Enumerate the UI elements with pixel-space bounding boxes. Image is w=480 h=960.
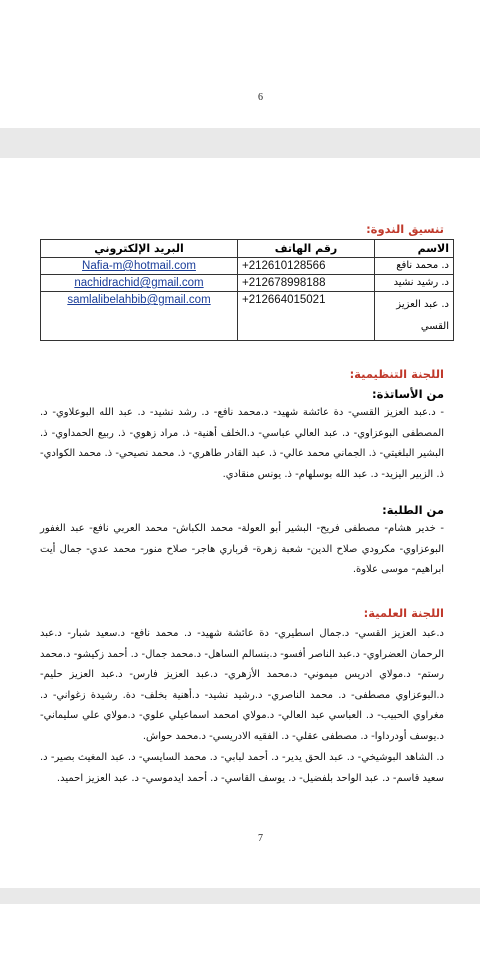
professors-title: من الأساتذة: xyxy=(372,387,444,401)
contact-email-link[interactable]: Nafia-m@hotmail.com xyxy=(82,260,196,272)
scientific-title: اللجنة العلمية: xyxy=(363,606,444,620)
header-email: البريد الإلكتروني xyxy=(41,240,238,258)
contact-email-cell xyxy=(41,292,238,341)
coordination-table xyxy=(40,239,454,341)
table-header-row xyxy=(41,240,454,258)
contact-email-cell xyxy=(41,275,238,292)
previous-page-number: 6 xyxy=(258,92,263,103)
header-phone: رقم الهاتف xyxy=(238,240,375,258)
students-list: - خدير هشام- مصطفى فريح- البشير أبو العولة- محمد الكباش- محمد العربي نافع- عبد الغفور البوعزاوي- مكرودي صلاح الدين- شعبة زهرة- قرباري هاجر- صلاح منور- محمد عدي- جمال أيت ابراهيم- موسى علاوة. xyxy=(40,523,444,576)
contact-email-link[interactable]: samlalibelahbib@gmail.com xyxy=(67,294,211,306)
scientific-members-2: د. الشاهد البوشيخي- د. عبد الحق يدير- د. أحمد لبابي- د. محمد السايسي- د. عبد المغيث بصير- د. سعيد قاسم- د. عبد الواحد بلفضيل- د. يوسف القاسي- د. أحمد ايدموسي- د. عبد العزيز احميد. xyxy=(40,752,444,784)
scientific-members: د.عبد العزيز القسي- د.جمال اسطيري- دة عائشة شهيد- د. محمد نافع- د.سعيد شبار- د.عبد الرحمان العضراوي- د.عبد الناصر أفسو- د.بنسالم الساهل- د.محمد جمال- د. أحمد زكيشو- د.محمد رستم- د.مولاي ادريس ميموني- د.محمد الأزهري- د.عبد العزيز فارس- د.عبد العزيز حليم- د.البوعزاوي مصطفى- د. محمد الناصري- د.رشيد نشيد- د.أهنية بخلف- دة. رشيدة زغواني- د. مغراوي الحبيب- د. العباسي عبد العالي- د.مولاي امحمد اسماعيلي علوي- د.مولاي علي سليماني- د.يوسف أودرداوا- د. مصطفى عقلي- د. الفقيه الادريسي- د.محمد حواش. xyxy=(40,628,444,742)
header-name: الاسم xyxy=(375,240,454,258)
contact-phone: +212664015021 xyxy=(238,292,375,341)
contact-name: د. رشيد نشيد xyxy=(375,275,454,292)
table-row xyxy=(41,292,454,341)
students-title: من الطلبة: xyxy=(382,503,444,517)
contact-phone: +212610128566 xyxy=(238,258,375,275)
table-row xyxy=(41,258,454,275)
contact-email-link[interactable]: nachidrachid@gmail.com xyxy=(74,277,204,289)
next-page xyxy=(0,904,480,960)
current-page-number: 7 xyxy=(258,833,263,844)
contact-name: د. عبد العزيز القسي xyxy=(375,292,454,341)
previous-page xyxy=(0,0,480,128)
contact-name: د. محمد نافع xyxy=(375,258,454,275)
coordination-title: تنسيق الندوة: xyxy=(366,222,444,236)
organizing-title: اللجنة التنظيمية: xyxy=(349,367,444,381)
contact-email-cell xyxy=(41,258,238,275)
professors-list: - د.عبد العزيز القسي- دة عائشة شهيد- د.محمد نافع- د. رشد نشيد- د. عبد الله البوعلاوي- د. المصطفى البوعزاوي- د. عبد العالي عباسي- د.الخلف أهنية- ذ. مراد زهوي- ذ. ربيع الحمداوي- ذ. البشير البلغيتي- ذ. الجماني محمد عالي- ذ. عبد القادر طاهري- ذ. محمد نصيحي- ذ. محمد الكوادي- ذ. الزبير اليزيد- د. عبد الله بوسلهام- ذ. يونس منقادي. xyxy=(40,407,444,480)
table-row xyxy=(41,275,454,292)
contact-phone: +212678998188 xyxy=(238,275,375,292)
